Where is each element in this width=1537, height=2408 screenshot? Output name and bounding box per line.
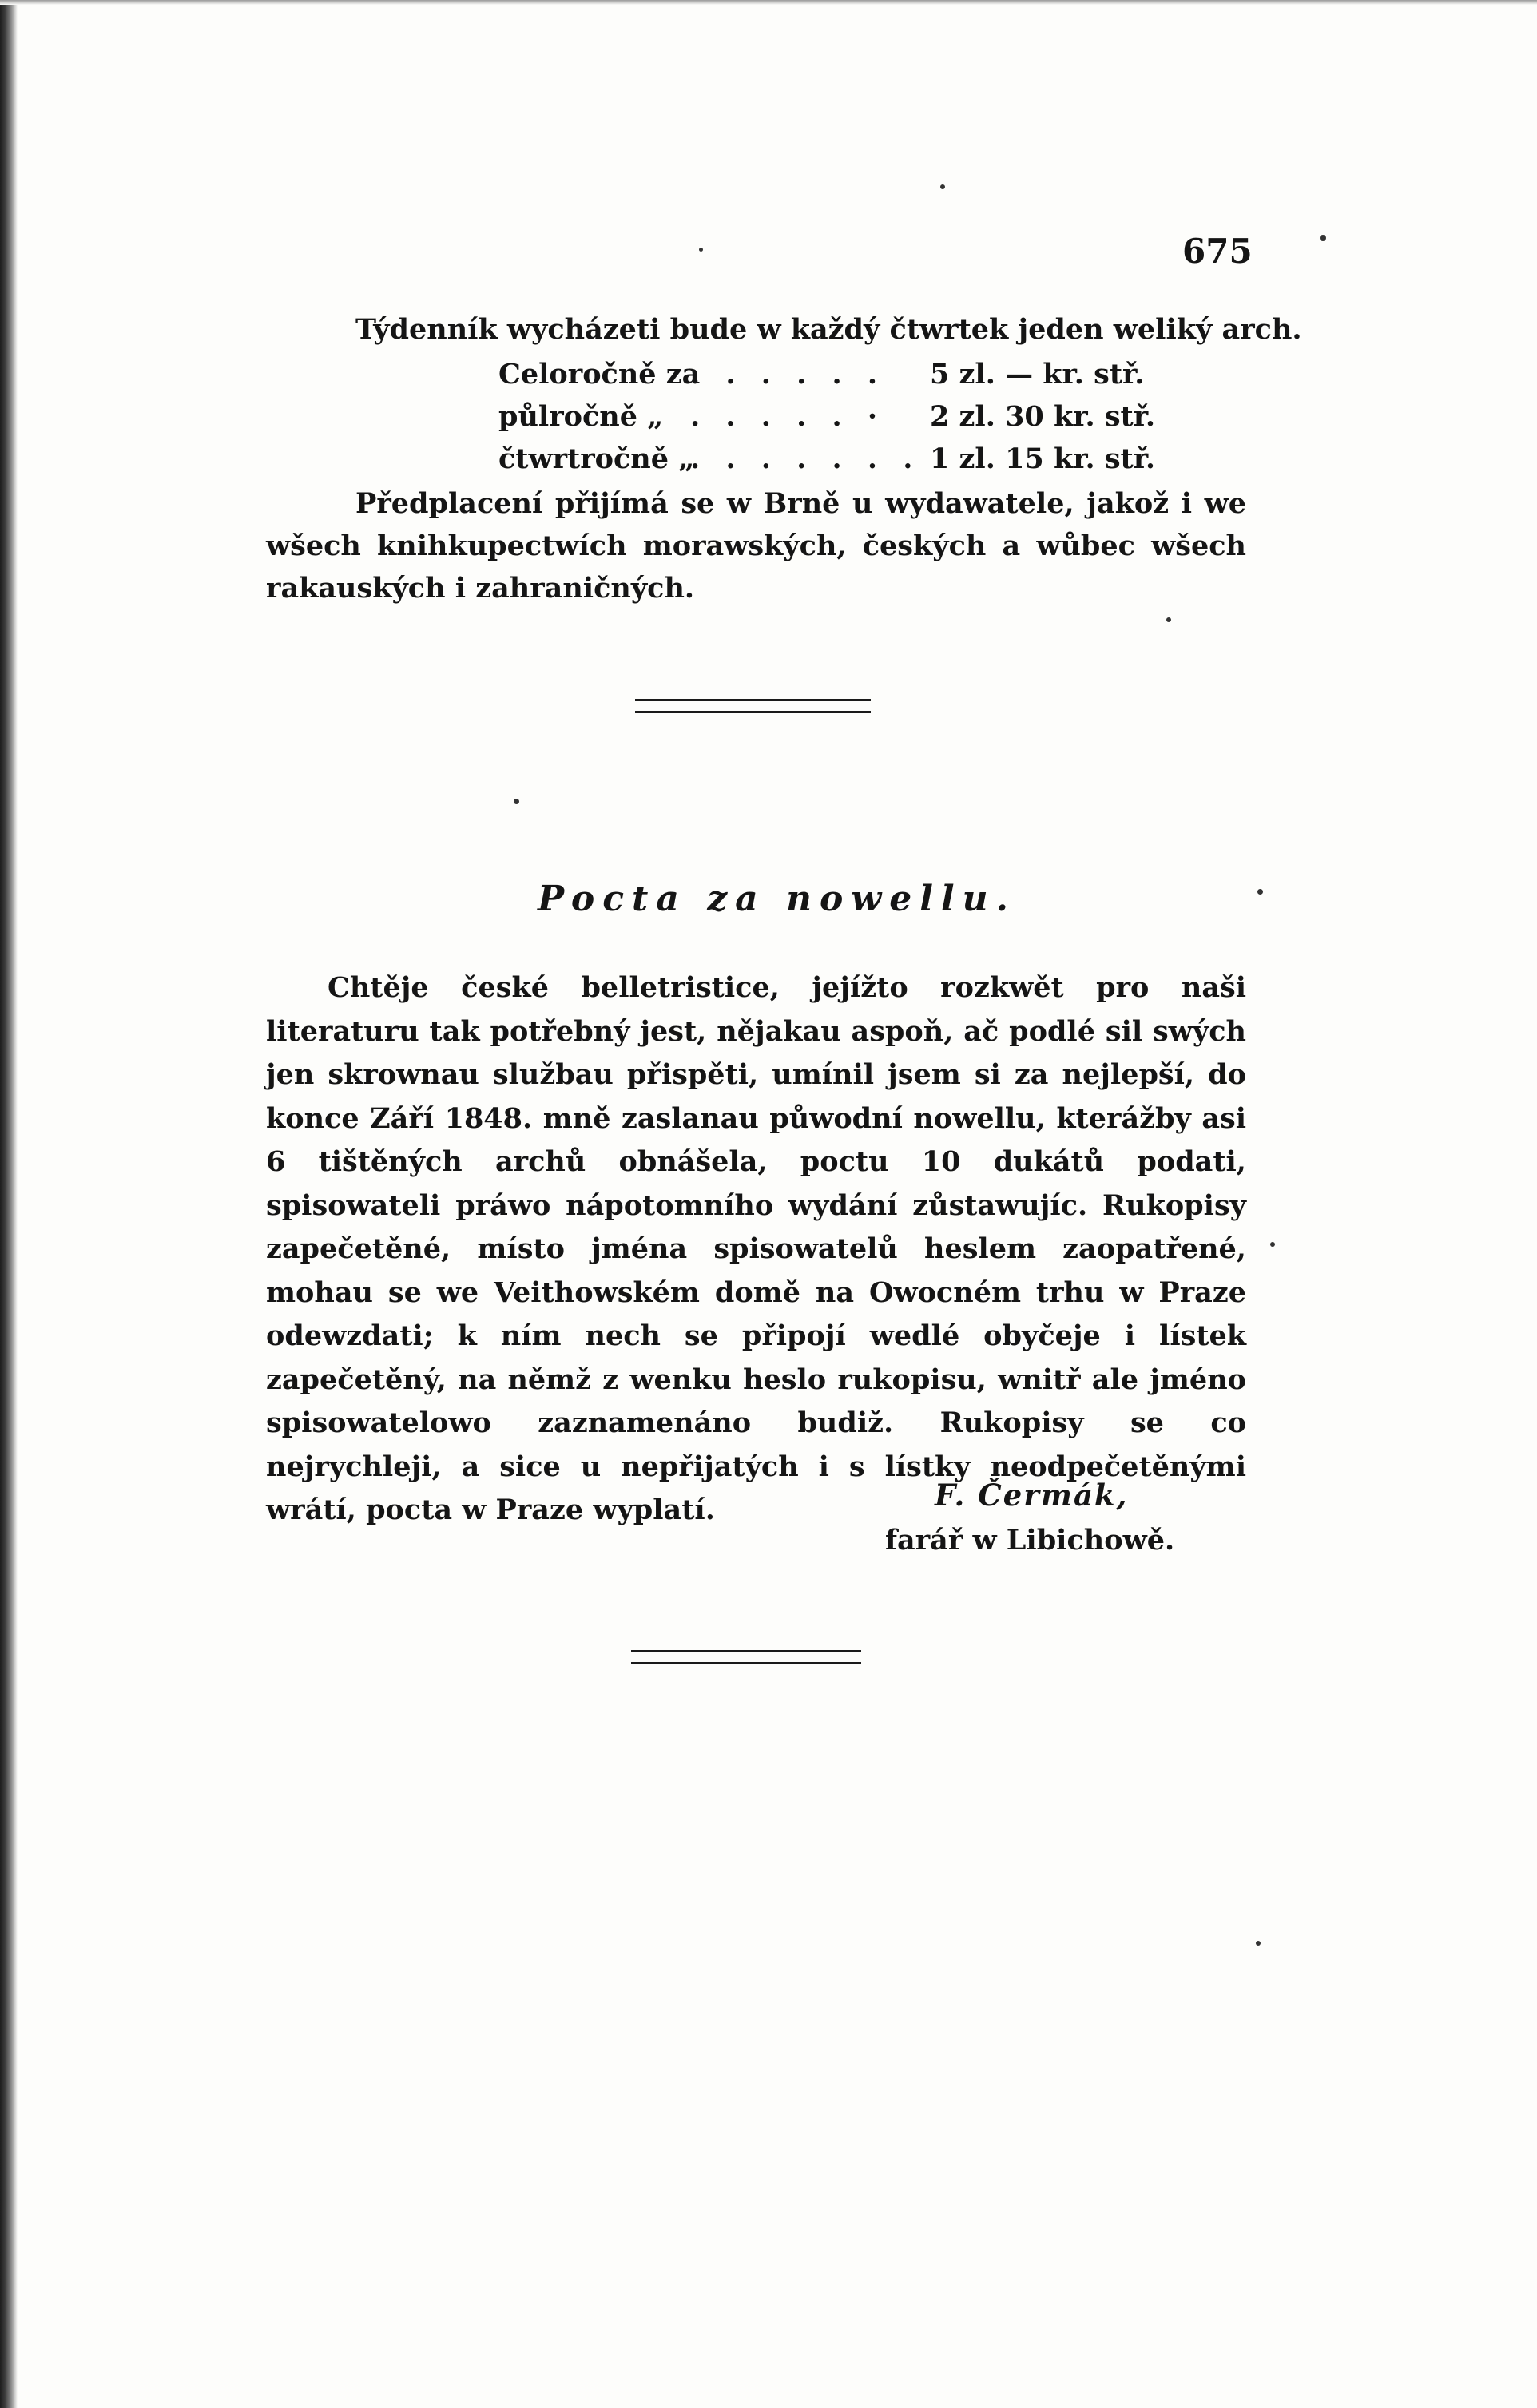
paper-speck xyxy=(699,248,703,252)
price-leader: . . . . . . . xyxy=(690,442,921,475)
price-leader: . . . . . . xyxy=(690,358,886,391)
price-amount: 2 zl. 30 kr. stř. xyxy=(930,400,1156,433)
paper-speck xyxy=(514,799,519,804)
price-period: Celoročně za xyxy=(498,358,701,391)
paper-speck xyxy=(1270,1242,1275,1247)
announcement-paragraph: Chtěje české belletristice, jejížto rozkwět pro naši literaturu tak potřebný jest, nějakau aspoň, ač podlé sil swých jen skrownau službau přispěti, umínil jsem si za nejlepší, do konce Září 1848. mně zaslanau půwodní nowellu, kterážby asi 6 tištěných archů obnášela, poctu 10 dukátů podati, spisowateli práwo nápotomního wydání zůstawujíc. Rukopisy zapečetěné, místo jména spisowatelů heslem zaopatřené, mohau se we Veithowském domě na Owocném trhu w Praze odewzdati; k ním nech se připojí wedlé obyčeje i lístek zapečetěný, na němž z wenku heslo rukopisu, wnitř ale jméno spisowatelowo zaznamenáno budiž. Rukopisy se co nejrychleji, a sice u nepřijatých i s lístky neodpečetěnými wrátí, pocta w Praze wyplatí. xyxy=(266,971,1246,1526)
paper-speck xyxy=(1257,889,1263,895)
signature-title: farář w Libichowě. xyxy=(885,1524,1175,1557)
paper-speck xyxy=(940,184,945,189)
price-amount: 1 zl. 15 kr. stř. xyxy=(930,442,1156,475)
paper-speck xyxy=(1166,617,1171,622)
paper-speck xyxy=(1320,235,1326,241)
price-row xyxy=(498,400,1162,442)
paper-speck xyxy=(1256,1941,1261,1946)
announcement-title: Pocta za nowellu. xyxy=(538,879,1016,919)
price-row xyxy=(498,442,1162,485)
price-amount: 5 zl. — kr. stř. xyxy=(930,358,1145,391)
closing-divider xyxy=(631,1650,861,1664)
page-binding-edge xyxy=(0,0,18,2408)
section-divider xyxy=(635,699,871,713)
price-period: čtwrtročně „ xyxy=(498,442,695,475)
price-table xyxy=(498,358,1162,485)
signature-name: F. Čermák, xyxy=(935,1478,1129,1513)
page-number: 675 xyxy=(1182,232,1253,271)
page-top-edge xyxy=(0,0,1537,5)
price-leader: . . . . . · xyxy=(690,400,886,433)
subscription-paragraph: Předplacení přijímá se w Brně u wydawatele, jakož i we wšech knihkupectwích morawských, českých a wůbec wšech rakauských i zahraničných. xyxy=(266,487,1246,605)
subscription-intro: Týdenník wycházeti bude w každý čtwrtek jeden weliký arch. xyxy=(355,313,1302,346)
price-row xyxy=(498,358,1162,400)
price-period: půlročně „ xyxy=(498,400,664,433)
